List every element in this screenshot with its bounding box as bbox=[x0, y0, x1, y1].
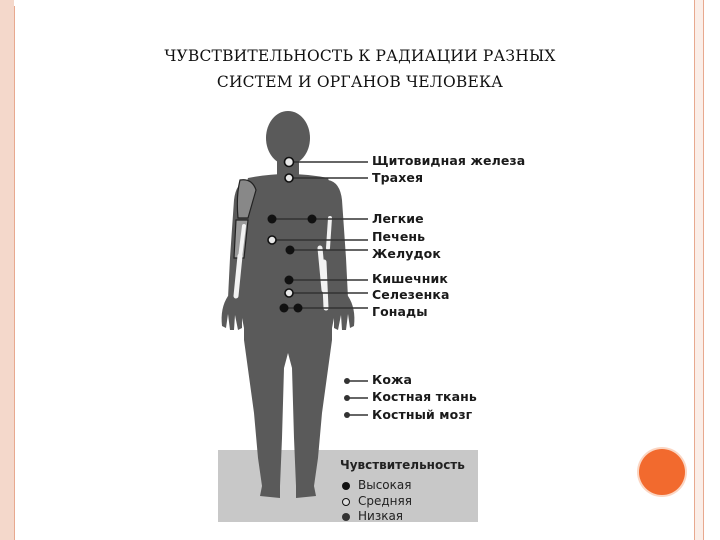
label-skin: Кожа bbox=[372, 372, 413, 387]
label-stomach: Желудок bbox=[372, 246, 441, 261]
marker-gonads-left bbox=[280, 304, 289, 313]
marker-intestine bbox=[285, 276, 294, 285]
orange-circle-decoration bbox=[639, 449, 685, 495]
label-spleen: Селезенка bbox=[372, 287, 450, 302]
label-intestine: Кишечник bbox=[372, 271, 448, 286]
label-bone-tissue: Костная ткань bbox=[372, 389, 477, 404]
marker-bone bbox=[344, 395, 350, 401]
legend-item-mid: Средняя bbox=[342, 494, 412, 508]
marker-lungs-right bbox=[308, 215, 317, 224]
marker-gonads-right bbox=[294, 304, 303, 313]
legend-title: Чувствительность bbox=[340, 458, 465, 472]
slide-title-line-1: ЧУВСТВИТЕЛЬНОСТЬ К РАДИАЦИИ РАЗНЫХ bbox=[164, 47, 556, 65]
label-bone-marrow: Костный мозг bbox=[372, 407, 473, 422]
label-lungs: Легкие bbox=[372, 211, 424, 226]
marker-thyroid bbox=[285, 158, 294, 167]
marker-lungs-left bbox=[268, 215, 277, 224]
label-gonads: Гонады bbox=[372, 304, 428, 319]
label-thyroid: Щитовидная железа bbox=[372, 153, 526, 168]
label-trachea: Трахея bbox=[372, 170, 424, 185]
slide-title-line-2: СИСТЕМ И ОРГАНОВ ЧЕЛОВЕКА bbox=[216, 73, 504, 91]
top-decorative-strip bbox=[14, 0, 694, 6]
legend-item-high: Высокая bbox=[342, 478, 411, 492]
slide-title bbox=[60, 43, 660, 95]
marker-stomach bbox=[286, 246, 295, 255]
marker-trachea bbox=[285, 174, 293, 182]
marker-marrow bbox=[344, 412, 350, 418]
body-diagram bbox=[200, 108, 526, 528]
marker-skin bbox=[344, 378, 350, 384]
human-silhouette bbox=[222, 111, 355, 498]
marker-spleen bbox=[285, 289, 293, 297]
human-figure-svg bbox=[200, 108, 490, 528]
right-decorative-border bbox=[694, 0, 704, 540]
legend-item-low: Низкая bbox=[342, 509, 403, 523]
label-liver: Печень bbox=[372, 229, 426, 244]
left-decorative-border bbox=[0, 0, 15, 540]
marker-liver bbox=[268, 236, 276, 244]
